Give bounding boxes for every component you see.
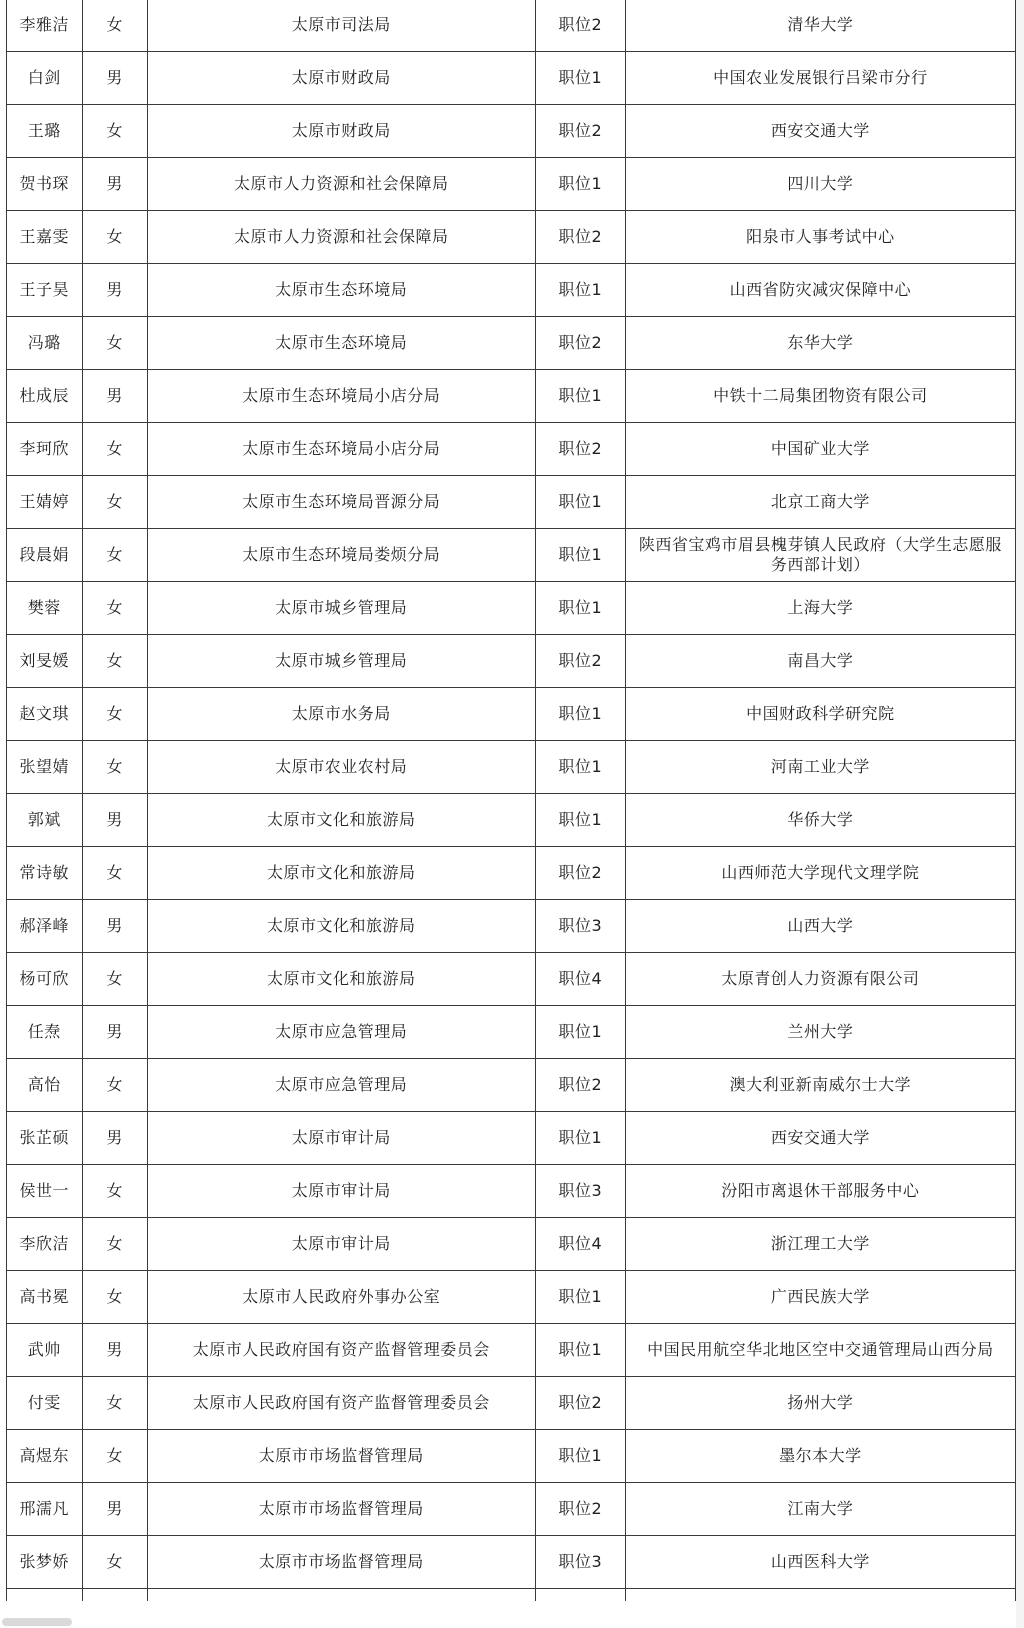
cell-school: 中国农业发展银行吕梁市分行: [625, 52, 1015, 105]
scroll-indicator: [2, 1618, 72, 1626]
cell-gender: 男: [82, 1483, 147, 1536]
table-row: [7, 741, 1016, 794]
cell-position: 职位1: [535, 1006, 625, 1059]
cell-name: 侯世一: [7, 1165, 83, 1218]
cell-unit: 太原市市场监督管理局: [147, 1430, 535, 1483]
cell-school: 澳大利亚新南威尔士大学: [625, 1059, 1015, 1112]
cell-unit: 太原市水务局: [147, 688, 535, 741]
cell-gender: 男: [82, 370, 147, 423]
cell-school: 南昌大学: [625, 635, 1015, 688]
table-row: [7, 1218, 1016, 1271]
cell-school: 太原青创人力资源有限公司: [625, 953, 1015, 1006]
cell-gender: 女: [82, 1059, 147, 1112]
table-row: [7, 582, 1016, 635]
table-row: [7, 317, 1016, 370]
cell-unit: 太原市农业农村局: [147, 741, 535, 794]
cell-position: 职位1: [535, 1271, 625, 1324]
cell-school: 河南工业大学: [625, 741, 1015, 794]
cell-position: 职位1: [535, 688, 625, 741]
cell-unit: 太原市司法局: [147, 0, 535, 52]
cell-name: 李珂欣: [7, 423, 83, 476]
cell-gender: 男: [82, 1324, 147, 1377]
table-row: [7, 211, 1016, 264]
cell-unit: 太原市财政局: [147, 105, 535, 158]
cell-school: 中国财政科学研究院: [625, 688, 1015, 741]
cell-position: 职位2: [535, 847, 625, 900]
cell-school: 中铁十二局集团物资有限公司: [625, 370, 1015, 423]
cell-gender: 男: [82, 794, 147, 847]
table-row: [7, 1059, 1016, 1112]
cell-gender: 女: [82, 953, 147, 1006]
cell-position: 职位2: [535, 0, 625, 52]
cell-school: 北京工商大学: [625, 476, 1015, 529]
cell-school: 墨尔本大学: [625, 1430, 1015, 1483]
cell-school: 兰州大学: [625, 1006, 1015, 1059]
cell-gender: 女: [82, 741, 147, 794]
cell-empty: [147, 1589, 535, 1602]
table-row: [7, 847, 1016, 900]
table-row: [7, 688, 1016, 741]
cell-name: 赵文琪: [7, 688, 83, 741]
cell-school: 山西省防灾减灾保障中心: [625, 264, 1015, 317]
cell-school: 清华大学: [625, 0, 1015, 52]
cell-school: 西安交通大学: [625, 105, 1015, 158]
cell-name: 李欣洁: [7, 1218, 83, 1271]
table-row: [7, 264, 1016, 317]
cell-school: 山西师范大学现代文理学院: [625, 847, 1015, 900]
cell-gender: 男: [82, 1112, 147, 1165]
cell-gender: 女: [82, 529, 147, 582]
cell-unit: 太原市文化和旅游局: [147, 847, 535, 900]
cell-school: 中国矿业大学: [625, 423, 1015, 476]
cell-name: 杨可欣: [7, 953, 83, 1006]
table-row: [7, 1430, 1016, 1483]
cell-unit: 太原市市场监督管理局: [147, 1483, 535, 1536]
cell-position: 职位1: [535, 1112, 625, 1165]
cell-school: 华侨大学: [625, 794, 1015, 847]
table-row: [7, 370, 1016, 423]
cell-name: 王婧婷: [7, 476, 83, 529]
cell-name: 贺书琛: [7, 158, 83, 211]
candidate-table: [6, 0, 1016, 1601]
cell-name: 郭斌: [7, 794, 83, 847]
cell-position: 职位1: [535, 741, 625, 794]
cell-empty: [625, 1589, 1015, 1602]
cell-gender: 女: [82, 688, 147, 741]
cell-name: 郝泽峰: [7, 900, 83, 953]
cell-position: 职位2: [535, 1483, 625, 1536]
cell-unit: 太原市生态环境局小店分局: [147, 370, 535, 423]
cell-gender: 女: [82, 423, 147, 476]
cell-school: 扬州大学: [625, 1377, 1015, 1430]
cell-unit: 太原市人民政府国有资产监督管理委员会: [147, 1377, 535, 1430]
cell-gender: 女: [82, 1218, 147, 1271]
cell-gender: 男: [82, 52, 147, 105]
cell-gender: 女: [82, 105, 147, 158]
cell-name: 冯璐: [7, 317, 83, 370]
table-row: [7, 105, 1016, 158]
cell-position: 职位2: [535, 423, 625, 476]
cell-unit: 太原市人力资源和社会保障局: [147, 211, 535, 264]
cell-position: 职位3: [535, 1536, 625, 1589]
cell-name: 段晨娟: [7, 529, 83, 582]
cell-name: 王璐: [7, 105, 83, 158]
table-row: [7, 794, 1016, 847]
cell-name: 武帅: [7, 1324, 83, 1377]
cell-school: 陕西省宝鸡市眉县槐芽镇人民政府（大学生志愿服务西部计划）: [625, 529, 1015, 582]
cell-gender: 女: [82, 476, 147, 529]
table-row: [7, 1271, 1016, 1324]
cell-position: 职位3: [535, 900, 625, 953]
cell-empty: [82, 1589, 147, 1602]
cell-school: 上海大学: [625, 582, 1015, 635]
cell-name: 王嘉雯: [7, 211, 83, 264]
table-row: [7, 1324, 1016, 1377]
table-row: [7, 423, 1016, 476]
page-edge: [1016, 0, 1024, 1628]
cell-unit: 太原市城乡管理局: [147, 635, 535, 688]
cell-name: 邢濡凡: [7, 1483, 83, 1536]
table-row-partial: [7, 1589, 1016, 1602]
cell-empty: [535, 1589, 625, 1602]
table-row: [7, 1006, 1016, 1059]
cell-school: 汾阳市离退休干部服务中心: [625, 1165, 1015, 1218]
table-row: [7, 1483, 1016, 1536]
table-row: [7, 0, 1016, 52]
cell-position: 职位1: [535, 794, 625, 847]
cell-position: 职位3: [535, 1165, 625, 1218]
cell-gender: 女: [82, 211, 147, 264]
cell-school: 广西民族大学: [625, 1271, 1015, 1324]
cell-name: 高煜东: [7, 1430, 83, 1483]
cell-position: 职位1: [535, 52, 625, 105]
cell-unit: 太原市审计局: [147, 1112, 535, 1165]
cell-unit: 太原市市场监督管理局: [147, 1536, 535, 1589]
cell-school: 西安交通大学: [625, 1112, 1015, 1165]
cell-position: 职位1: [535, 158, 625, 211]
cell-unit: 太原市审计局: [147, 1218, 535, 1271]
cell-position: 职位2: [535, 105, 625, 158]
cell-gender: 女: [82, 0, 147, 52]
cell-position: 职位1: [535, 1324, 625, 1377]
cell-gender: 女: [82, 1430, 147, 1483]
cell-gender: 男: [82, 900, 147, 953]
cell-unit: 太原市应急管理局: [147, 1059, 535, 1112]
roster-sheet: [6, 0, 1016, 1601]
cell-gender: 女: [82, 635, 147, 688]
cell-position: 职位1: [535, 582, 625, 635]
table-body: [7, 0, 1016, 1601]
cell-unit: 太原市审计局: [147, 1165, 535, 1218]
cell-name: 刘旻媛: [7, 635, 83, 688]
table-row: [7, 158, 1016, 211]
cell-gender: 女: [82, 317, 147, 370]
cell-unit: 太原市城乡管理局: [147, 582, 535, 635]
cell-gender: 女: [82, 1377, 147, 1430]
cell-unit: 太原市应急管理局: [147, 1006, 535, 1059]
cell-school: 江南大学: [625, 1483, 1015, 1536]
table-row: [7, 635, 1016, 688]
cell-unit: 太原市生态环境局: [147, 317, 535, 370]
cell-gender: 男: [82, 158, 147, 211]
cell-unit: 太原市文化和旅游局: [147, 794, 535, 847]
cell-name: 张芷硕: [7, 1112, 83, 1165]
cell-position: 职位1: [535, 529, 625, 582]
cell-position: 职位2: [535, 211, 625, 264]
cell-position: 职位1: [535, 264, 625, 317]
cell-unit: 太原市人民政府国有资产监督管理委员会: [147, 1324, 535, 1377]
table-row: [7, 476, 1016, 529]
cell-position: 职位4: [535, 1218, 625, 1271]
cell-school: 山西医科大学: [625, 1536, 1015, 1589]
cell-unit: 太原市生态环境局娄烦分局: [147, 529, 535, 582]
cell-school: 中国民用航空华北地区空中交通管理局山西分局: [625, 1324, 1015, 1377]
table-row: [7, 529, 1016, 582]
cell-unit: 太原市生态环境局晋源分局: [147, 476, 535, 529]
cell-position: 职位1: [535, 370, 625, 423]
table-row: [7, 953, 1016, 1006]
cell-school: 四川大学: [625, 158, 1015, 211]
cell-position: 职位2: [535, 635, 625, 688]
cell-position: 职位2: [535, 1059, 625, 1112]
cell-name: 高怡: [7, 1059, 83, 1112]
table-row: [7, 900, 1016, 953]
cell-gender: 女: [82, 1536, 147, 1589]
cell-gender: 女: [82, 1271, 147, 1324]
cell-position: 职位2: [535, 1377, 625, 1430]
cell-unit: 太原市文化和旅游局: [147, 953, 535, 1006]
cell-unit: 太原市人力资源和社会保障局: [147, 158, 535, 211]
cell-school: 阳泉市人事考试中心: [625, 211, 1015, 264]
cell-gender: 女: [82, 1165, 147, 1218]
cell-empty: [7, 1589, 83, 1602]
cell-position: 职位1: [535, 476, 625, 529]
cell-gender: 男: [82, 264, 147, 317]
cell-unit: 太原市财政局: [147, 52, 535, 105]
cell-unit: 太原市生态环境局: [147, 264, 535, 317]
table-row: [7, 1112, 1016, 1165]
cell-gender: 女: [82, 847, 147, 900]
cell-name: 樊蓉: [7, 582, 83, 635]
cell-unit: 太原市文化和旅游局: [147, 900, 535, 953]
cell-name: 任焘: [7, 1006, 83, 1059]
cell-name: 张望婧: [7, 741, 83, 794]
cell-name: 李雅洁: [7, 0, 83, 52]
cell-position: 职位2: [535, 317, 625, 370]
table-row: [7, 1165, 1016, 1218]
table-row: [7, 52, 1016, 105]
cell-gender: 男: [82, 1006, 147, 1059]
cell-school: 山西大学: [625, 900, 1015, 953]
cell-name: 付雯: [7, 1377, 83, 1430]
table-row: [7, 1536, 1016, 1589]
cell-unit: 太原市生态环境局小店分局: [147, 423, 535, 476]
cell-school: 浙江理工大学: [625, 1218, 1015, 1271]
cell-name: 王子昊: [7, 264, 83, 317]
cell-name: 高书冕: [7, 1271, 83, 1324]
cell-name: 常诗敏: [7, 847, 83, 900]
table-row: [7, 1377, 1016, 1430]
cell-unit: 太原市人民政府外事办公室: [147, 1271, 535, 1324]
cell-position: 职位1: [535, 1430, 625, 1483]
cell-name: 白剑: [7, 52, 83, 105]
cell-name: 张梦娇: [7, 1536, 83, 1589]
cell-gender: 女: [82, 582, 147, 635]
cell-school: 东华大学: [625, 317, 1015, 370]
cell-name: 杜成辰: [7, 370, 83, 423]
cell-position: 职位4: [535, 953, 625, 1006]
